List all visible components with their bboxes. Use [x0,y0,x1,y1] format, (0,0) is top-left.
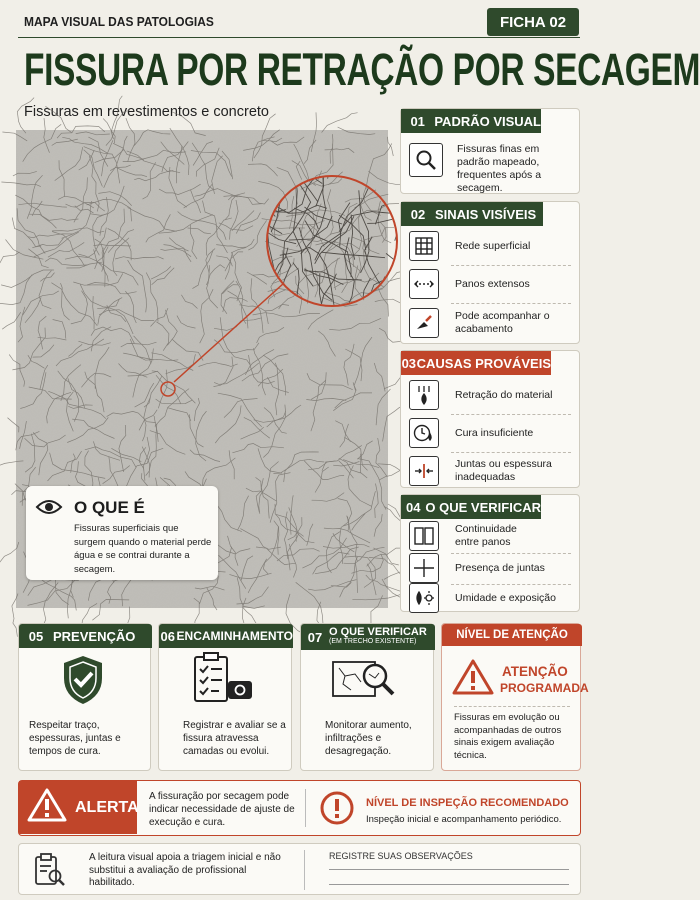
section-02-item-text: Rede superficial [455,239,531,252]
section-02-item-text: Panos extensos [455,277,530,290]
section-07-number: 07 [307,629,323,645]
section-04-item [409,553,571,583]
notes-line[interactable] [329,869,569,870]
attention-card [441,623,589,771]
section-03-card [400,350,580,488]
clock-drop-icon [409,418,439,448]
crack-magnifier-icon [331,656,399,709]
footer-text: A leitura visual apoia a triagem inicial e não substitui a avaliação de profissional habilitado. [89,852,281,888]
eye-icon [36,498,62,521]
warning-triangle-icon [452,658,494,701]
section-02-item [409,307,571,339]
section-04-item [409,521,571,551]
section-01-card [400,108,580,194]
section-04-item-text: Continuidade entre panos [455,523,517,548]
page-subtitle: Fissuras em revestimentos e concreto [24,104,269,120]
section-01-title: PADRÃO VISUAL [434,113,541,129]
section-03-number: 03 [401,355,417,371]
section-05-card [18,623,151,771]
attention-text: Fissuras em evolução ou acompanhadas de outros sinais exigem avaliação técnica. [454,712,562,761]
what-is-text: Fissuras superficiais que surgem quando o material perde água e se contrai durante a secagem. [74,523,212,575]
section-04-item [409,583,571,613]
attention-header: NÍVEL DE ATENÇÃO [442,624,582,646]
section-03-item [409,417,571,449]
page-title: FISSURA POR RETRAÇÃO POR SECAGEM [24,44,700,95]
section-01-number: 01 [410,113,425,129]
sheet-badge: FICHA 02 [487,8,579,36]
section-03-title: CAUSAS PROVÁVEIS [416,355,551,371]
section-01-text: Fissuras finas em padrão mapeado, frequentes após a secagem. [457,143,542,194]
section-06-text: Registrar e avaliar se a fissura atravessa camadas ou evolui. [183,720,286,757]
section-05-text: Respeitar traço, espessuras, juntas e tempos de cura. [29,720,121,757]
section-03-item-text: Juntas ou espessura inadequadas [455,458,552,483]
section-02-item-text: Pode acompanhar o acabamento [455,310,550,335]
header-kicker: MAPA VISUAL DAS PATOLOGIAS [24,14,214,29]
clipboard-search-icon [33,852,67,893]
section-04-header [401,495,541,519]
section-07-text: Monitorar aumento, infiltrações e desagregação. [325,720,412,757]
footer [18,843,581,895]
section-03-header [401,351,551,375]
alert-circle-icon [319,790,355,831]
cross-joint-icon [409,553,439,583]
grid-icon [409,231,439,261]
section-02-card [400,201,580,344]
trowel-icon [409,308,439,338]
section-01-header [401,109,541,133]
section-04-card [400,494,580,612]
section-07-title: O QUE VERIFICAR [329,626,427,638]
section-05-header [19,624,152,648]
section-05-title: PREVENÇÃO [53,628,136,644]
inspection-title: NÍVEL DE INSPEÇÃO RECOMENDADO [366,797,569,809]
inspection-text: Inspeção inicial e acompanhamento periódico. [366,814,562,825]
evaporation-icon [409,380,439,410]
arrows-icon [409,269,439,299]
section-06-header [159,624,293,648]
section-03-item-text: Cura insuficiente [455,426,534,439]
notes-line[interactable] [329,884,569,885]
section-06-title: ENCAMINHAMENTO [176,629,293,643]
section-04-title: O QUE VERIFICAR [425,499,541,515]
what-is-title: O QUE É [74,498,145,517]
header-rule [18,37,580,38]
attention-label-2: PROGRAMADA [500,681,589,695]
magnifier-icon [409,143,443,177]
notes-label: REGISTRE SUAS OBSERVAÇÕES [329,851,473,861]
shield-check-icon [61,654,105,711]
alert-label-box [19,781,137,834]
alert-label: ALERTA [75,798,139,816]
humidity-sun-icon [409,583,439,613]
section-04-number: 04 [405,499,421,515]
joint-icon [409,456,439,486]
alert-text: A fissuração por secagem pode indicar necessidade de ajuste de execução e cura. [149,791,295,828]
section-03-item [409,379,571,411]
panels-icon [409,521,439,551]
attention-label-1: ATENÇÃO [502,664,568,679]
section-07-title-sub: (EM TRECHO EXISTENTE) [329,638,417,645]
section-04-item-text: Presença de juntas [455,561,545,574]
section-06-number: 06 [160,628,175,644]
section-02-item [409,230,571,262]
section-04-item-text: Umidade e exposição [455,591,556,604]
section-03-item [409,455,571,487]
section-02-number: 02 [410,206,426,222]
section-02-header [401,202,543,226]
section-06-card [158,623,292,771]
section-07-card [300,623,434,771]
alert-triangle-icon [27,787,67,828]
checklist-camera-icon [191,652,255,711]
alert-bar [18,780,581,836]
section-07-header [301,624,435,650]
section-02-item [409,268,571,300]
section-05-number: 05 [28,628,44,644]
section-03-item-text: Retração do material [455,388,553,401]
what-is-card [26,486,218,580]
section-02-title: SINAIS VISÍVEIS [435,206,537,222]
